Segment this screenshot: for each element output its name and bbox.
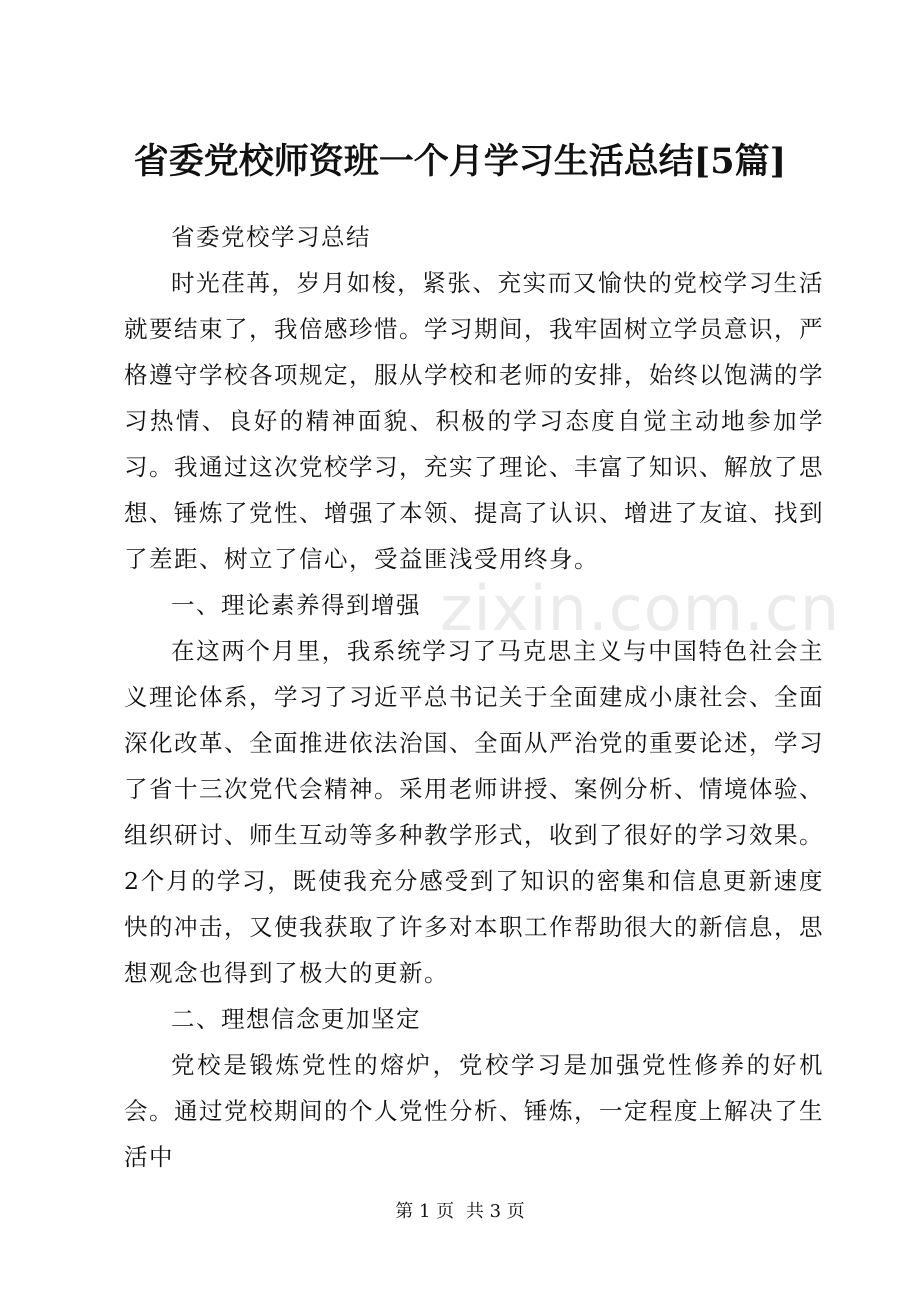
paragraph-party-spirit: 党校是锻炼党性的熔炉，党校学习是加强党性修养的好机会。通过党校期间的个人党性分析、锤炼，一定程度上解决了生活中	[124, 1051, 824, 1171]
document-title: 省委党校师资班一个月学习生活总结[5篇]	[133, 141, 787, 182]
section-subtitle: 省委党校学习总结	[171, 223, 371, 251]
section-heading-2: 二、理想信念更加坚定	[171, 1005, 421, 1033]
page-footer	[0, 1200, 920, 1224]
document-body	[124, 214, 824, 1180]
paragraph-theory: 在这两个月里，我系统学习了马克思主义与中国特色社会主义理论体系，学习了习近平总书记关于全面建成小康社会、全面深化改革、全面推进依法治国、全面从严治党的重要论述，学习了省十三次党代会精神。采用老师讲授、案例分析、情境体验、组织研讨、师生互动等多种教学形式，收到了很好的学习效果。2个月的学习，既使我充分感受到了知识的密集和信息更新速度快的冲击，又使我获取了许多对本职工作帮助很大的新信息，思想观念也得到了极大的更新。	[124, 637, 824, 987]
page-total: 共 3 页	[465, 1201, 525, 1222]
section-heading-1: 一、理论素养得到增强	[171, 591, 421, 619]
paragraph-intro: 时光荏苒，岁月如梭，紧张、充实而又愉快的党校学习生活就要结束了，我倍感珍惜。学习期间，我牢固树立学员意识，严格遵守学校各项规定，服从学校和老师的安排，始终以饱满的学习热情、良好的精神面貌、积极的学习态度自觉主动地参加学习。我通过这次党校学习，充实了理论、丰富了知识、解放了思想、锤炼了党性、增强了本领、提高了认识、增进了友谊、找到了差距、树立了信心，受益匪浅受用终身。	[124, 269, 824, 573]
page-number: 第 1 页	[395, 1201, 455, 1222]
watermark-text: zixin.com.cn	[440, 572, 841, 645]
